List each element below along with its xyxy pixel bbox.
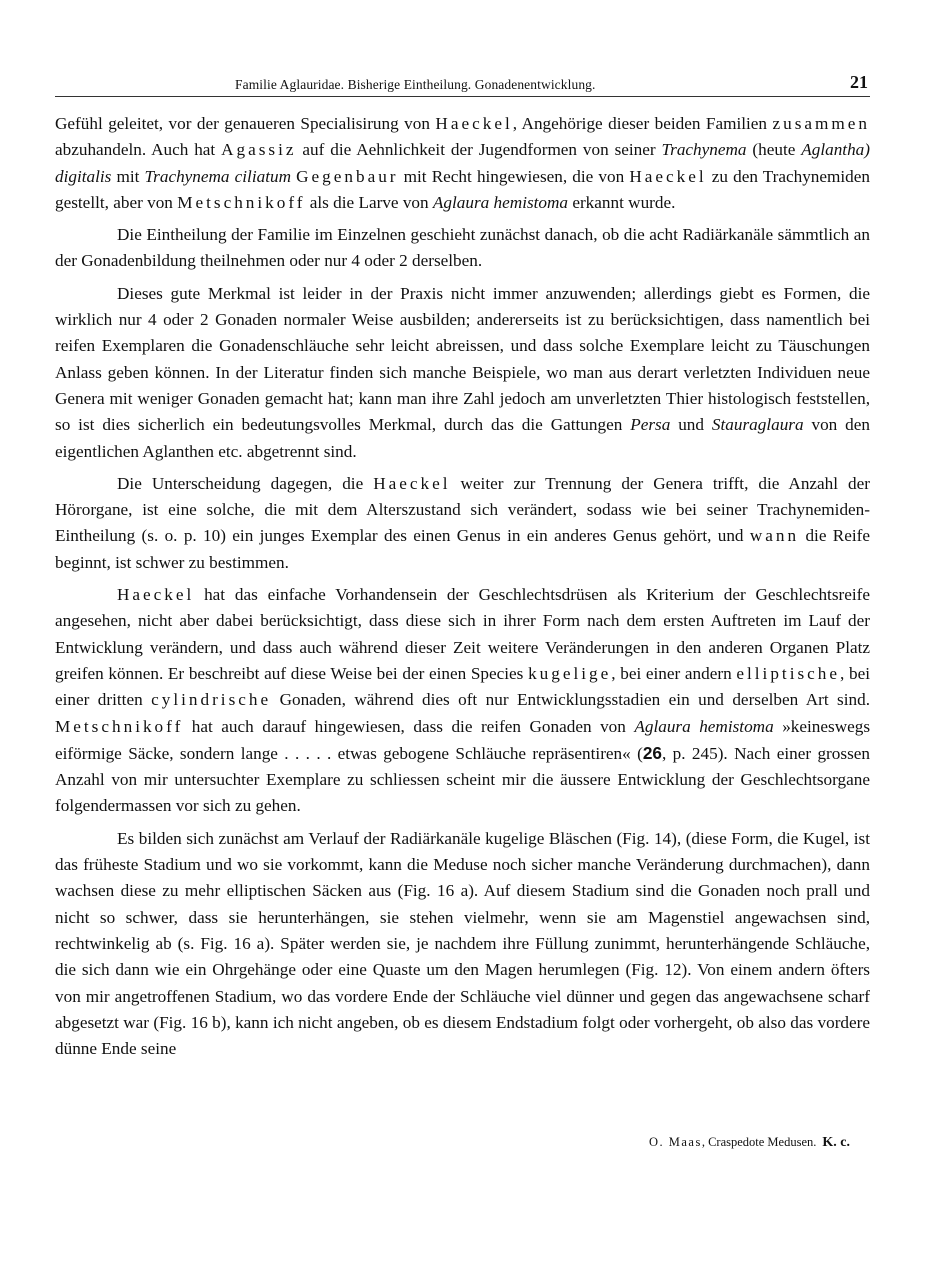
text-run: und [670,415,712,435]
text-run: mit Recht hingewiesen, die von [398,166,630,186]
signature-line [649,1135,850,1151]
text-run: als die Larve von [305,192,433,212]
text-run: , Angehörige dieser beiden Familien [512,114,773,133]
text-run: erkannt wurde. [568,192,676,212]
text-run: hat das einfache Vorhandensein der Geschlechtsdrüsen als Kriterium der Geschlechtsreife angesehen, nicht aber dabei berücksichtigt, dass diese sich in ihrer Form nach dem ersten Auftreten im Lauf der Entwicklung verändern, und dass auch während dieser Zeit weitere Veränderungen in den anderen Organen Platz greifen können. Er beschreibt auf diese Weise bei der einen Species [55,585,870,683]
text-run: , bei einer andern [611,663,737,683]
paragraph [55,582,870,820]
text-run: Dieses gute Merkmal ist leider in der Praxis nicht immer anzuwenden; allerdings giebt es Formen, die wirklich nur 4 oder 2 Gonaden normaler Weise ausbilden; andererseits ist zu berücksichtigen, dass namentlich bei reifen Exemplaren die Gonadenschläuche sehr leicht abreissen, und dass solche Exemplare leicht zu Täuschungen Anlass geben können. In der Literatur finden sich manche Beispiele, wo man aus derart verletzten Individuen neue Genera mit weniger Gonaden gemacht hat; kann man ihre Zahl jedoch am unverletzten Thier histologisch feststellen, so ist dies sicherlich ein bedeutungsvolles Merkmal, durch das die Gattungen [55,283,870,435]
text-run: weiter zur Trennung der Genera trifft, die Anzahl der Hörorgane, ist eine solche, die mit dem Alterszustand sich verändert, sodass wie bei seiner Trachynemiden-Eintheilung (s. o. p. 10) ein junges Exemplar des einen Genus in ein anderes Genus gehört, und [55,473,871,546]
paragraph [55,281,870,465]
italic-term: Aglantha) digitalis [55,140,870,186]
spaced-name: wann [749,526,800,546]
spaced-name: Haeckel [373,473,451,493]
text-run: zu den Trachynemiden gestellt, aber von [55,166,870,212]
signature-title: , Craspedote Medusen. [701,1135,817,1149]
body-text [55,111,870,1068]
text-run: »keineswegs eiförmige Säcke, sondern lange . . . . . etwas gebogene Schläuche repräsentiren« ( [55,716,871,763]
paragraph [55,471,870,576]
spaced-name: zusammen [772,114,870,133]
spaced-name: Metschnikoff [55,716,184,736]
italic-term: Stauraglaura [711,415,804,435]
text-run: Es bilden sich zunächst am Verlauf der Radiärkanäle kugelige Bläschen (Fig. 14), (diese Form, die Kugel, ist das früheste Stadium und wo sie vorkommt, kann die Meduse noch sicher manche Veränderung durchmachen), dann wachsen diese zu mehr elliptischen Säcken aus (Fig. 16 a). Auf diesem Stadium sind die Gonaden noch prall und nicht so schwer, dass sie herunterhängen, sie stehen vielmehr, wenn sie am Magenstiel angewachsen sind, rechtwinkelig ab (s. Fig. 16 a). Später werden sie, je nachdem ihre Füllung zunimmt, herunterhängende Schläuche, die sich dann wie ein Ohrgehänge oder eine Quaste um den Magen herumlegen (Fig. 12). Von einem andern öfters von mir angetroffenen Stadium, wo das vordere Ende der Schläuche viel dünner und gegen das angewachsene scharf abgesetzt war (Fig. 16 b), kann ich nicht angeben, ob es diesem Endstadium folgt oder vorhergeht, ob also das vordere dünne Ende seine [55,828,870,1059]
italic-term: Aglaura hemistoma [432,192,569,212]
italic-term: Trachynema ciliatum [144,166,291,186]
page-number: 21 [850,72,868,92]
spaced-name: Haeckel [117,585,195,605]
spaced-name: kugelige [528,663,612,683]
spaced-name: Haeckel [435,114,513,133]
italic-term: Persa [630,415,671,435]
text-run: (heute [746,140,802,160]
spaced-name: Agassiz [221,140,297,160]
italic-term: Trachynema [661,140,747,160]
text-run: Die Eintheilung der Familie im Einzelnen geschieht zunächst danach, ob die acht Radiärkanäle sämmtlich an der Gonadenbildung theilnehmen oder nur 4 oder 2 derselben. [55,225,870,271]
spaced-name: cylindrische [151,690,272,710]
text-run: Gonaden, während dies oft nur Entwicklungsstadien ein und derselben Art sind. [271,690,870,710]
spaced-name: Haeckel [629,166,707,186]
text-run: , p. 245). Nach einer grossen Anzahl von mir untersuchter Exemplare zu schliessen scheint mir die äussere Entwicklung der Geschlechtsorgane folgendermassen vor sich zu gehen. [55,743,870,816]
running-title: Familie Aglauridae. Bisherige Eintheilung. Gonadenentwicklung. [235,77,596,92]
spaced-name: Gegenbaur [296,166,399,186]
text-run: Die Unterscheidung dagegen, die [117,473,374,493]
signature-author: O. Maas [648,1135,702,1149]
text-run: von den eigentlichen Aglanthen etc. abgetrennt sind. [55,415,870,461]
text-run: , bei einer dritten [55,663,870,710]
paragraph [55,826,870,1063]
text-run: hat auch darauf hingewiesen, dass die reifen Gonaden von [183,716,635,736]
italic-term: Aglaura hemistoma [634,716,774,736]
text-run: abzuhandeln. Auch hat [55,140,222,160]
reference-number: 26 [642,742,662,763]
text-run: Gefühl geleitet, vor der genaueren Specialisirung von [55,114,436,133]
text-run: die Reife beginnt, ist schwer zu bestimmen. [55,526,871,572]
text-run: auf die Aehnlichkeit der Jugendformen von seiner [296,140,662,160]
paragraph [55,222,870,275]
spaced-name: Metschnikoff [177,192,306,212]
spaced-name: elliptische [736,663,841,683]
text-run: mit [111,166,145,186]
running-head [55,72,870,97]
paragraph [55,111,870,216]
sheet-mark: K. c. [822,1135,850,1150]
